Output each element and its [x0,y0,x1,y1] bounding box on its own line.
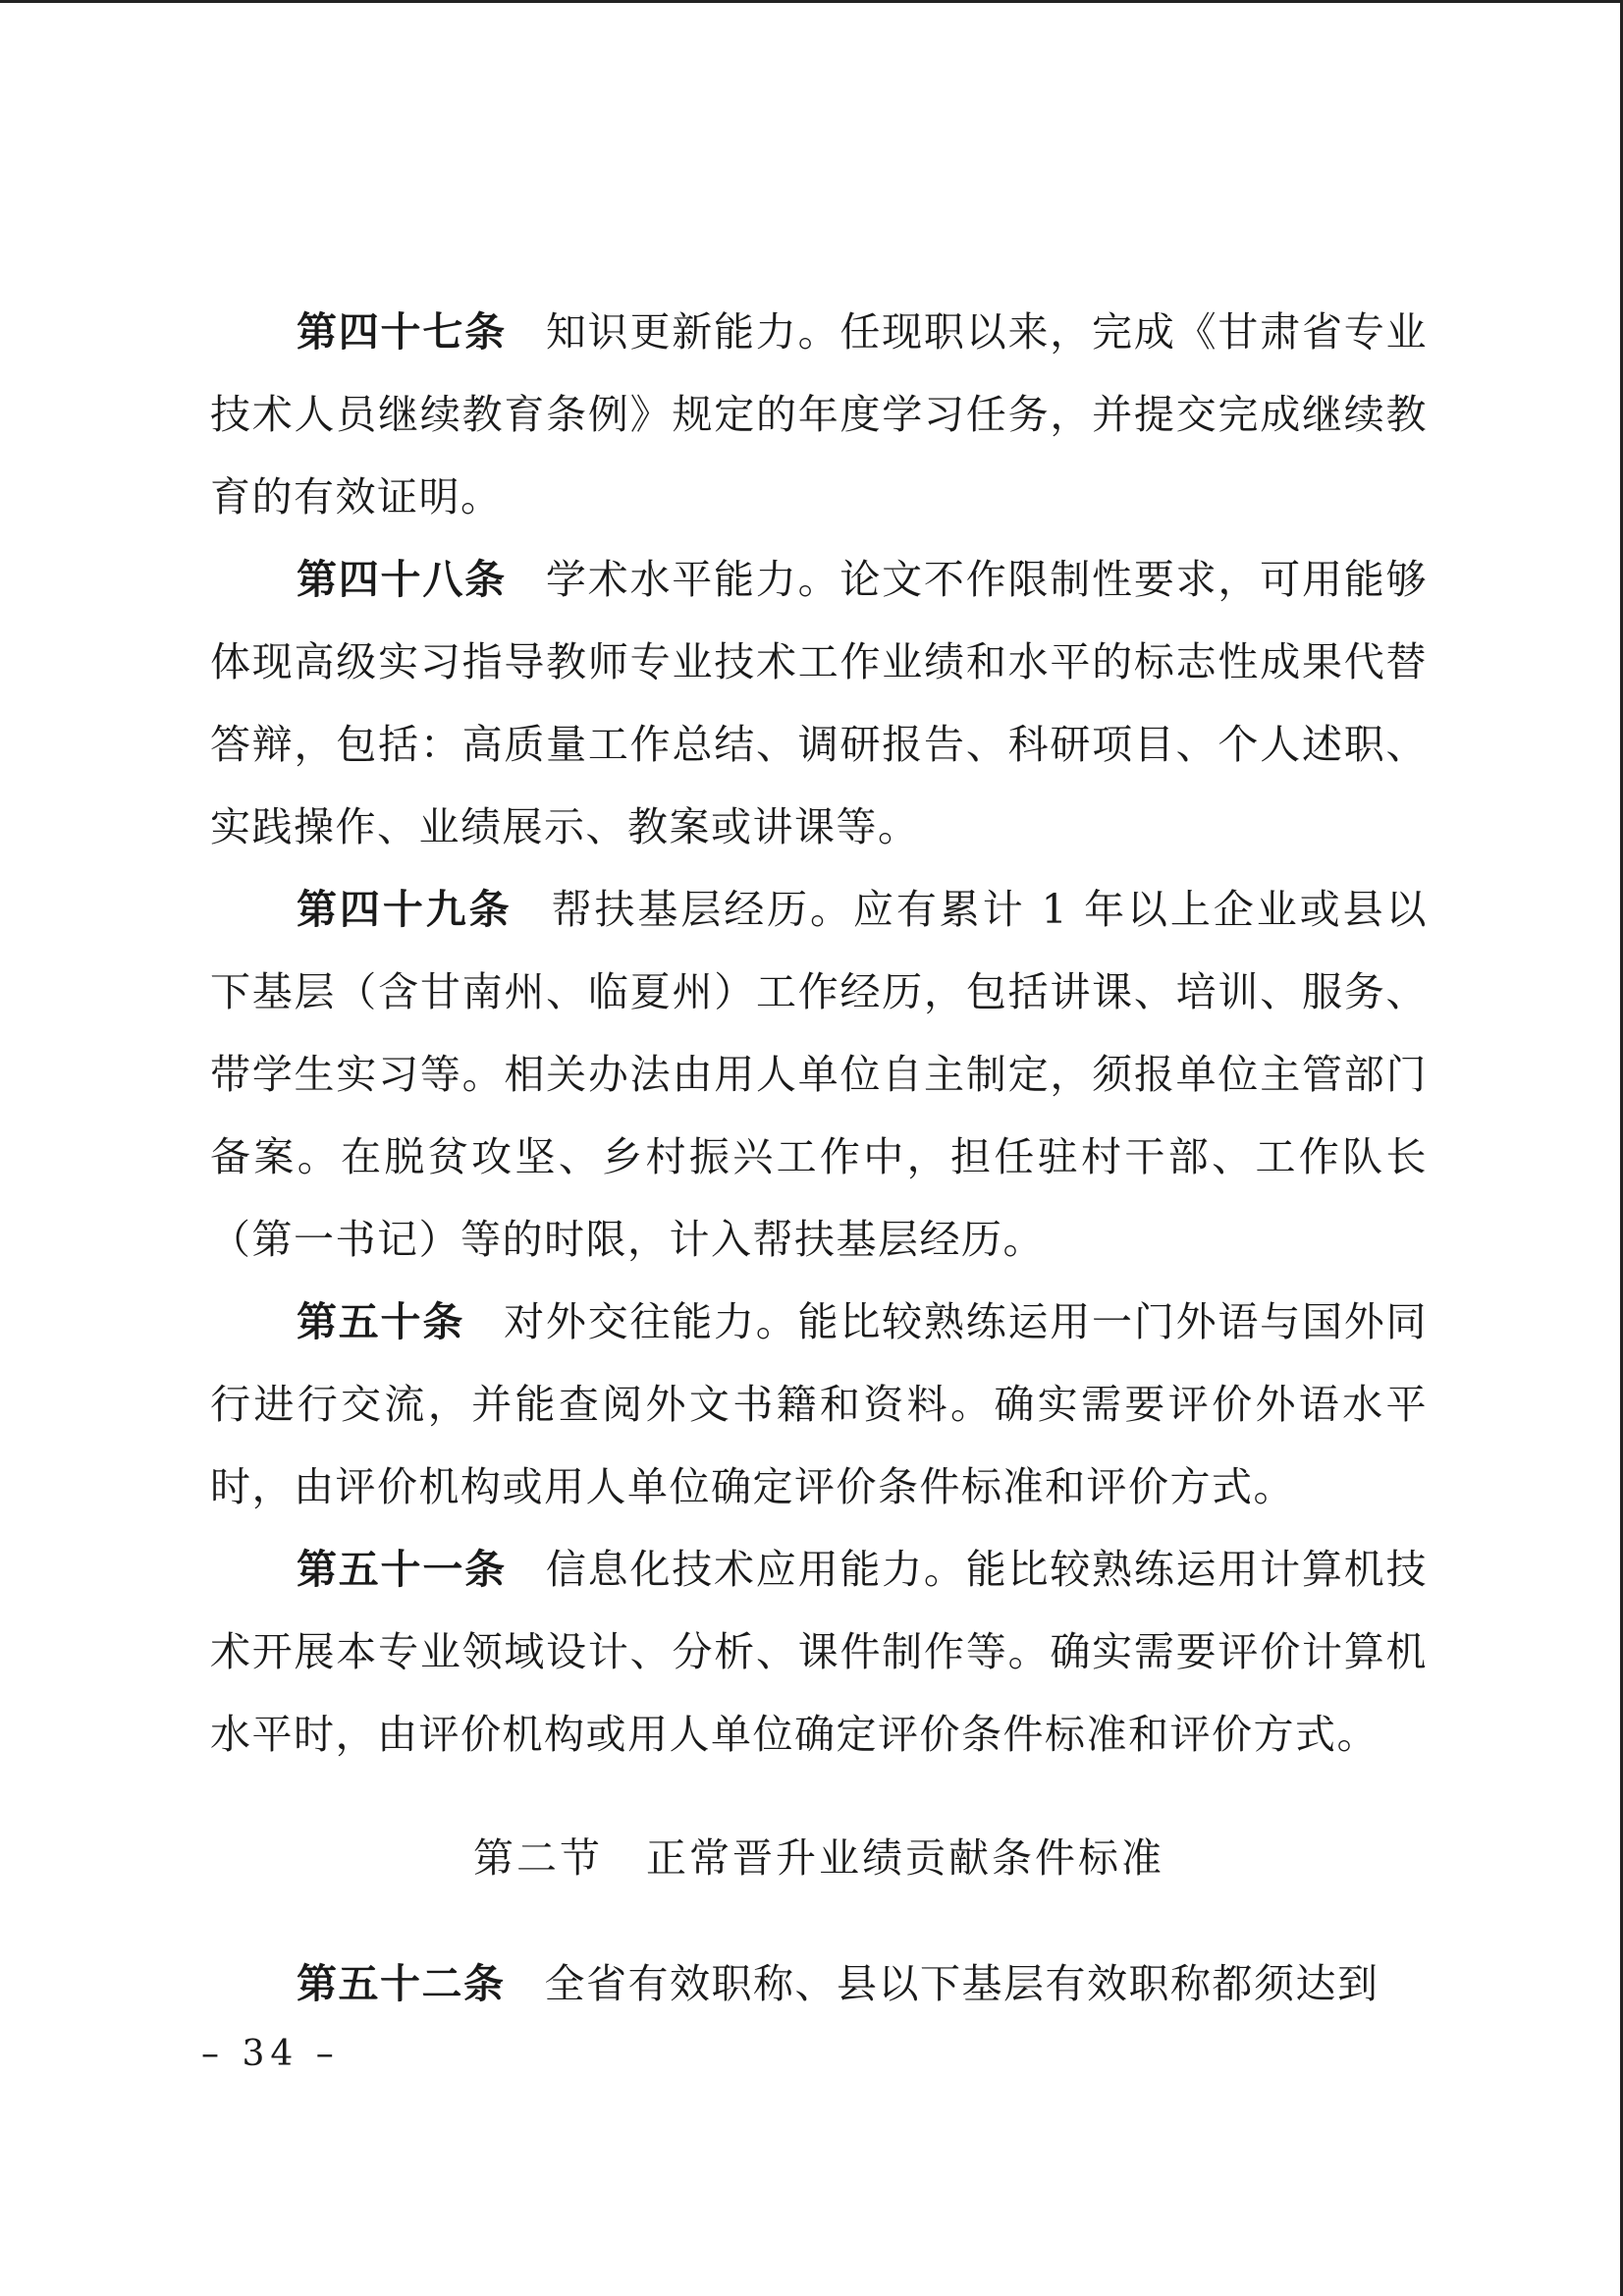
section-title-text: 正常晋升业绩贡献条件标准 [646,1834,1164,1882]
article-52 [210,1942,1428,2025]
page-number: – 34 – [201,2034,340,2074]
article-number: 第五十一条 [297,1546,507,1593]
article-51 [210,1528,1428,1776]
section-number: 第二节 [473,1834,603,1882]
article-number: 第四十七条 [297,308,507,355]
article-49 [210,868,1428,1281]
article-text: 全省有效职称、县以下基层有效职称都须达到 [544,1960,1380,2007]
article-text: 信息化技术应用能力。能比较熟练运用计算机技术开展本专业领域设计、分析、课件制作等。确实需要评价计算机水平时，由评价机构或用人单位确定评价条件标准和评价方式。 [210,1546,1429,1758]
section-heading [210,1817,1428,1899]
article-text: 学术水平能力。论文不作限制性要求，可用能够体现高级实习指导教师专业技术工作业绩和水平的标志性成果代替答辩，包括：高质量工作总结、调研报告、科研项目、个人述职、实践操作、业绩展示、教案或讲课等。 [210,556,1429,850]
article-text: 帮扶基层经历。应有累计 1 年以上企业或县以下基层（含甘南州、临夏州）工作经历，包括讲课、培训、服务、带学生实习等。相关办法由用人单位自主制定，须报单位主管部门备案。在脱贫攻坚、乡村振兴工作中，担任驻村干部、工作队长（第一书记）等的时限，计入帮扶基层经历。 [210,886,1429,1263]
article-50 [210,1281,1428,1528]
article-text: 知识更新能力。任现职以来，完成《甘肃省专业技术人员继续教育条例》规定的年度学习任务，并提交完成继续教育的有效证明。 [210,308,1429,520]
article-number: 第五十二条 [297,1960,506,2007]
article-47 [210,291,1428,538]
article-text: 对外交往能力。能比较熟练运用一门外语与国外同行进行交流，并能查阅外文书籍和资料。确实需要评价外语水平时，由评价机构或用人单位确定评价条件标准和评价方式。 [210,1298,1429,1510]
article-number: 第四十九条 [297,886,513,933]
article-number: 第四十八条 [297,556,507,603]
document-body [210,291,1428,2025]
article-number: 第五十条 [297,1298,465,1345]
article-48 [210,538,1428,868]
